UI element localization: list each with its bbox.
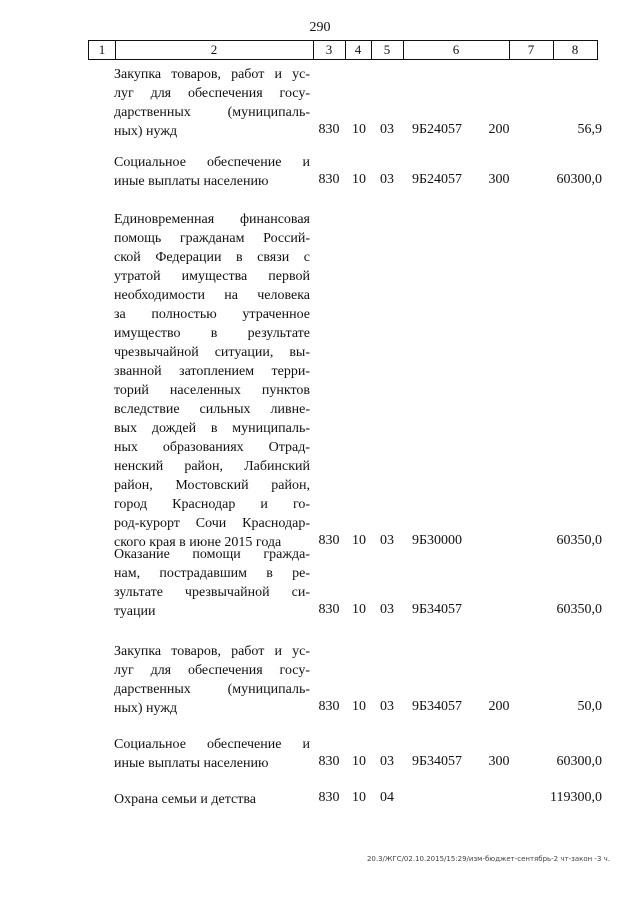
row-name-line: ных) нужд [114,124,178,139]
cell-c8: 60300,0 [556,172,602,187]
row-name-line: Социальное обеспечение и [114,155,310,170]
row-name-line: ской Федерации в связи с [114,250,310,265]
row-name-line: утратой имущества первой [114,269,310,284]
row-name-line: ных) нужд [114,701,178,716]
cell-c4: 10 [352,790,366,805]
row-name-line: зультате чрезвычайной си- [114,585,310,600]
header-col-2: 2 [115,41,314,59]
row-name-line: Закупка товаров, работ и ус- [114,644,310,659]
header-col-1: 1 [89,41,116,59]
header-col-7: 7 [509,41,554,59]
row-name-line: Социальное обеспечение и [114,737,310,752]
row-name [114,545,310,621]
cell-c7: 300 [488,754,510,769]
row-name-line: вых дождей в муниципаль- [114,421,310,436]
row-name-line: Охрана семьи и детства [114,792,256,807]
row-name-line: имущество в результате [114,326,310,341]
row-name-line: иные выплаты населению [114,756,269,771]
cell-c8: 60350,0 [556,602,602,617]
row-name-line: торий населенных пунктов [114,383,310,398]
row-name-line: ненский район, Лабинский [114,459,310,474]
cell-c6: 9Б30000 [411,533,463,548]
cell-c8: 60300,0 [556,754,602,769]
row-name-line: туации [114,604,156,619]
row-name [114,642,310,718]
row-name-line: ского края в июне 2015 года [114,535,282,550]
cell-c8: 56,9 [577,122,602,137]
cell-c8: 119300,0 [550,790,602,805]
cell-c3: 830 [318,754,340,769]
cell-c5: 03 [380,754,394,769]
row-name-line: необходимости на человека [114,288,310,303]
header-col-8: 8 [571,42,579,57]
header-col-4: 4 [345,41,372,59]
row-name-line: ных образованиях Отрад- [114,440,310,455]
cell-c3: 830 [318,533,340,548]
row-name [114,735,310,773]
row-name-line: иные выплаты населению [114,174,269,189]
cell-c7: 200 [488,122,510,137]
row-name [114,65,310,141]
cell-c3: 830 [318,122,340,137]
cell-c4: 10 [352,172,366,187]
page-number: 290 [309,20,331,35]
row-name-line: район, Мостовский район, [114,478,310,493]
cell-c3: 830 [318,172,340,187]
row-name-line: луг для обеспечения госу- [114,663,310,678]
cell-c8: 60350,0 [556,533,602,548]
cell-c4: 10 [352,602,366,617]
cell-c5: 03 [380,602,394,617]
row-name-line: город Краснодар и го- [114,497,310,512]
row-name-line: Единовременная финансовая [114,212,310,227]
cell-c4: 10 [352,699,366,714]
cell-c6: 9Б24057 [411,172,463,187]
row-name-line: дарственных (муниципаль- [114,682,310,697]
cell-c6: 9Б34057 [411,602,463,617]
cell-c3: 830 [318,602,340,617]
row-name-line: помощь гражданам Россий- [114,231,310,246]
cell-c6: 9Б24057 [411,122,463,137]
cell-c5: 03 [380,699,394,714]
row-name-line: чрезвычайной ситуации, вы- [114,345,310,360]
cell-c4: 10 [352,533,366,548]
cell-c5: 04 [380,790,394,805]
row-name-line: Закупка товаров, работ и ус- [114,67,310,82]
footer-note: 20.3/ЖГС/02.10.2015/15:29/изм-бюджет-сентябрь-2 чт-закон -3 ч. [366,855,610,863]
row-name-line: званной затоплением терри- [114,364,310,379]
cell-c6: 9Б34057 [411,699,463,714]
cell-c5: 03 [380,122,394,137]
row-name-line: вследствие сильных ливне- [114,402,310,417]
row-name-line: Оказание помощи гражда- [114,547,310,562]
table-header [88,40,598,60]
cell-c4: 10 [352,122,366,137]
header-col-3: 3 [313,41,346,59]
cell-c5: 03 [380,533,394,548]
cell-c8: 50,0 [577,699,602,714]
cell-c5: 03 [380,172,394,187]
row-name-line: дарственных (муниципаль- [114,105,310,120]
cell-c6: 9Б34057 [411,754,463,769]
cell-c7: 300 [488,172,510,187]
row-name-line: луг для обеспечения госу- [114,86,310,101]
cell-c4: 10 [352,754,366,769]
row-name-line: нам, пострадавшим в ре- [114,566,310,581]
row-name [114,210,310,552]
row-name [114,153,310,191]
row-name-line: род-курорт Сочи Краснодар- [114,516,310,531]
cell-c7: 200 [488,699,510,714]
row-name [114,790,310,809]
row-name-line: за полностью утраченное [114,307,310,322]
cell-c3: 830 [318,699,340,714]
cell-c3: 830 [318,790,340,805]
header-col-5: 5 [371,41,404,59]
header-col-6: 6 [403,41,510,59]
